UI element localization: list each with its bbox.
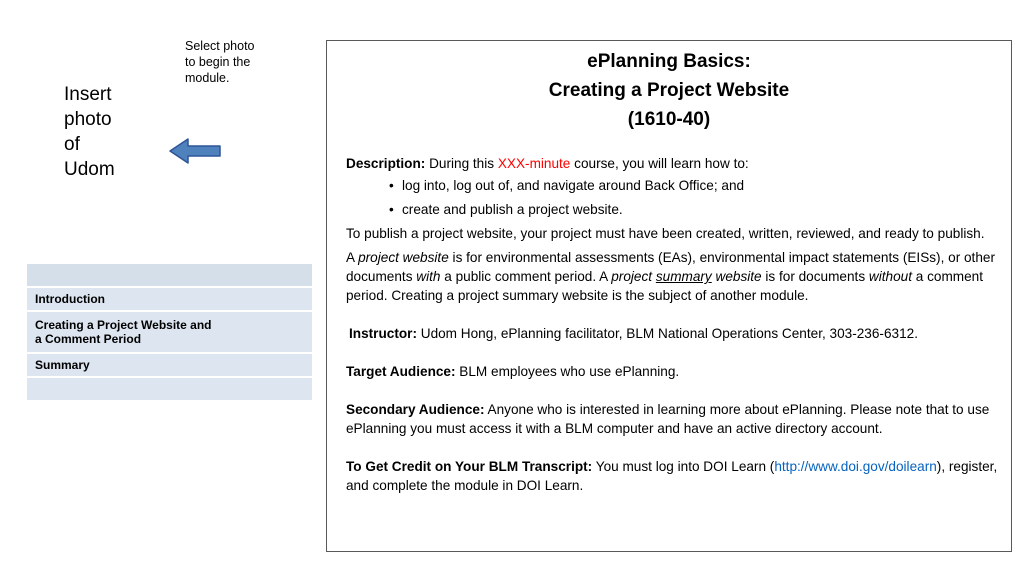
photo-hint-line: module.	[185, 71, 230, 85]
term-project-website: project website	[358, 250, 449, 265]
target-audience-paragraph	[346, 362, 1001, 381]
credit-text: ), register, and complete the module in DOI Learn.	[346, 459, 998, 493]
left-arrow-icon	[168, 137, 222, 165]
definition-text: A	[346, 250, 359, 265]
credit-label: To Get Credit on Your BLM Transcript:	[346, 459, 593, 474]
photo-placeholder-line: photo	[64, 109, 112, 130]
definition-text: is for environmental assessments (EAs), environmental impact statements (EISs), or other documents	[346, 250, 995, 284]
module-menu	[27, 264, 312, 402]
objective-item: • create and publish a project website.	[389, 200, 1001, 219]
course-description	[346, 154, 1001, 495]
menu-footer	[27, 378, 312, 402]
menu-item-label: Introduction	[35, 292, 105, 306]
publish-note: To publish a project website, your project must have been created, written, reviewed, and ready to publish.	[346, 226, 985, 241]
menu-item-label	[35, 318, 235, 346]
photo-hint-line: Select photo	[185, 39, 255, 53]
doi-learn-link[interactable]: http://www.doi.gov/doilearn	[774, 459, 937, 474]
instructor-paragraph	[346, 324, 1001, 343]
photo-hint	[185, 38, 280, 86]
instructor-label: Instructor:	[349, 326, 417, 341]
duration-placeholder: XXX-minute	[497, 156, 571, 171]
photo-placeholder-line: of	[64, 134, 80, 155]
definition-text: a comment period. Creating a project summary website is the subject of another module.	[346, 269, 983, 303]
menu-item-label-line: Creating a Project Website and	[35, 318, 212, 332]
instructor-photo-placeholder[interactable]	[64, 82, 134, 182]
definition-text: a public comment period. A	[440, 269, 612, 284]
photo-hint-line: to begin the	[185, 55, 251, 69]
target-audience-text: BLM employees who use ePlanning.	[455, 364, 680, 379]
course-title-line: (1610-40)	[627, 109, 711, 130]
credit-text: You must log into DOI Learn (	[592, 459, 775, 474]
menu-item-label: Summary	[35, 358, 90, 372]
photo-placeholder-line: Udom	[64, 159, 115, 180]
description-label: Description:	[346, 156, 426, 171]
term-website: website	[715, 269, 762, 284]
menu-item-introduction[interactable]	[27, 288, 312, 312]
term-summary: summary	[655, 269, 712, 284]
emphasis-without: without	[868, 269, 912, 284]
target-audience-label: Target Audience:	[346, 364, 456, 379]
description-text: course, you will learn how to:	[570, 156, 749, 171]
objectives-list	[346, 176, 1001, 219]
course-title	[327, 47, 1011, 134]
description-text: During this	[425, 156, 498, 171]
course-title-line: ePlanning Basics:	[587, 51, 751, 72]
definition-text: is for documents	[761, 269, 869, 284]
term-project: project	[611, 269, 653, 284]
secondary-audience-text: Anyone who is interested in learning more about ePlanning. Please note that to use ePlanning you must access it with a BLM computer and have an active directory account.	[346, 402, 990, 436]
course-info-panel	[326, 40, 1012, 552]
objective-item: • log into, log out of, and navigate around Back Office; and	[389, 176, 1001, 195]
description-paragraph	[346, 154, 1001, 173]
course-title-line: Creating a Project Website	[548, 80, 790, 101]
secondary-audience-paragraph	[346, 400, 1001, 438]
instructor-text: Udom Hong, ePlanning facilitator, BLM National Operations Center, 303-236-6312.	[416, 326, 918, 341]
secondary-audience-label: Secondary Audience:	[346, 402, 485, 417]
menu-header	[27, 264, 312, 288]
emphasis-with: with	[416, 269, 441, 284]
menu-item-label-line: a Comment Period	[35, 332, 142, 346]
credit-paragraph	[346, 457, 1001, 495]
photo-placeholder-line: Insert	[64, 84, 112, 105]
menu-item-creating-website[interactable]	[27, 312, 312, 354]
definition-paragraph	[346, 248, 1001, 305]
menu-item-summary[interactable]	[27, 354, 312, 378]
